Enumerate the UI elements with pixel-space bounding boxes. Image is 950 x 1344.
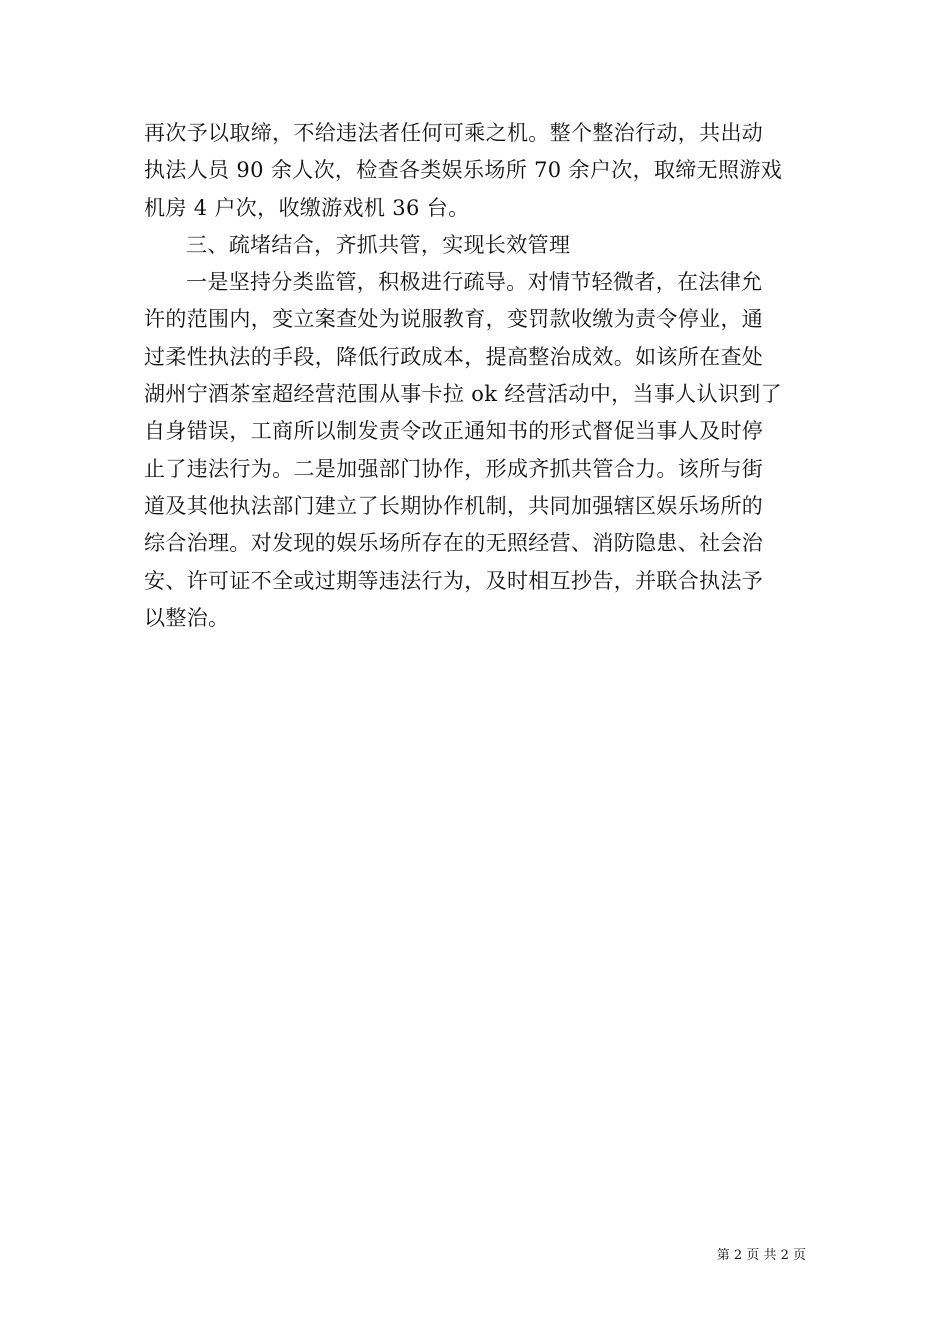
text-line: 机房 4 户次，收缴游戏机 36 台。: [144, 195, 470, 220]
text-line: 以整治。: [144, 605, 230, 630]
text-line: 湖州宁酒茶室超经营范围从事卡拉 ok 经营活动中，当事人认识到了: [144, 382, 782, 407]
text-line: 再次予以取缔，不给违法者任何可乘之机。整个整治行动，共出动: [144, 121, 764, 145]
text-line: 执法人员 90 余人次，检查各类娱乐场所 70 余户次，取缔无照游戏: [144, 158, 783, 183]
paragraph-first-line: 三、疏堵结合，齐抓共管，实现长效管理: [186, 232, 571, 257]
page-number: 第 2 页 共 2 页: [716, 1248, 806, 1263]
text-line: 综合治理。对发现的娱乐场所存在的无照经营、消防隐患、社会治: [144, 531, 764, 556]
document-body: [144, 115, 806, 637]
text-line: 道及其他执法部门建立了长期协作机制，共同加强辖区娱乐场所的: [144, 493, 764, 518]
text-line: 自身错误，工商所以制发责令改正通知书的形式督促当事人及时停: [144, 419, 764, 444]
paragraph-first-line: 一是坚持分类监管，积极进行疏导。对情节轻微者，在法律允: [186, 270, 763, 295]
text-line: 许的范围内，变立案查处为说服教育，变罚款收缴为责令停业，通: [144, 307, 764, 332]
text-line: 安、许可证不全或过期等违法行为，及时相互抄告，并联合执法予: [144, 568, 764, 593]
text-line: 止了违法行为。二是加强部门协作，形成齐抓共管合力。该所与街: [144, 456, 764, 481]
text-line: 过柔性执法的手段，降低行政成本，提高整治成效。如该所在查处: [144, 344, 764, 369]
